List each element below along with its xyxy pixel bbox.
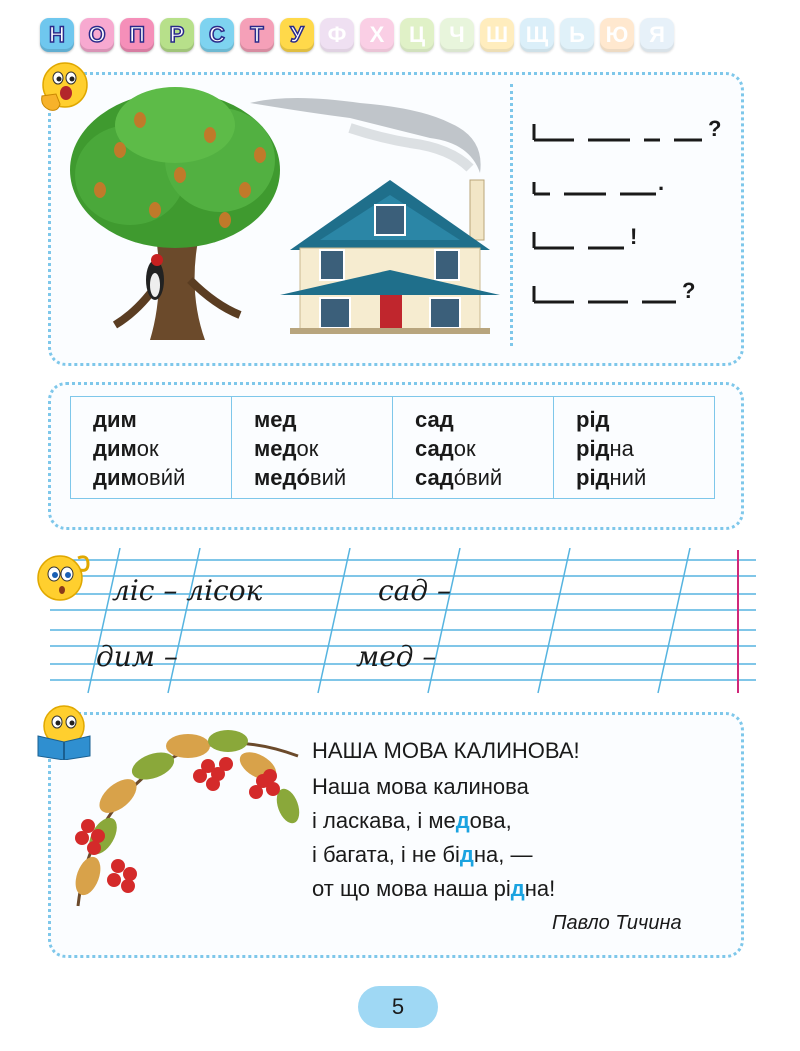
poem-line-4: от що мова наша рідна! [312,876,556,901]
alphabet-tile: Т [240,18,274,52]
handwriting-row2-left: дим – [96,640,178,673]
word-root: сад [415,407,454,432]
handwriting-lines [0,548,800,698]
alphabet-tile: П [120,18,154,52]
poem-line-1: Наша мова калинова [312,774,529,799]
alphabet-tile: Ф [320,18,354,52]
handwriting-row1-left: ліс – лісок [112,574,263,607]
alphabet-tile: Я [640,18,674,52]
word-entry [576,405,700,434]
sentence-scheme-4 [530,280,750,310]
handwriting-row1-right: сад – [378,574,452,607]
word-suffix: на [609,436,634,461]
panel-divider [510,84,513,346]
word-column [554,397,715,499]
scheme-4-mark: ? [682,278,696,303]
handwriting-row2-right: мед – [356,640,437,673]
alphabet-strip [40,18,674,52]
word-root: мед [254,407,297,432]
word-root: рід [576,465,610,490]
alphabet-tile: У [280,18,314,52]
word-suffix: ок [453,436,476,461]
word-entry [415,434,539,463]
alphabet-tile: Ш [480,18,514,52]
smoke-illustration [240,88,500,178]
house-illustration [280,170,500,340]
poem-author: Павло Тичина [552,912,682,934]
word-root: дим [93,407,137,432]
word-entry [93,463,217,492]
word-root: рід [576,407,610,432]
highlighted-letter: д [459,842,474,867]
thinking-emoji-icon [34,550,92,604]
alphabet-tile: Н [40,18,74,52]
alphabet-tile: Ю [600,18,634,52]
word-suffix: ний [609,465,647,490]
poem-line-2: і ласкава, і медова, [312,808,512,833]
scheme-1-mark: ? [708,116,722,141]
word-suffix: ок [136,436,159,461]
alphabet-tile: Х [360,18,394,52]
word-entry [254,434,378,463]
word-entry [93,434,217,463]
alphabet-tile: С [200,18,234,52]
poem-line-3: і багата, і не бідна, — [312,842,533,867]
word-root: дим [93,465,137,490]
scheme-3-mark: ! [630,224,638,249]
word-root: рід [576,436,610,461]
word-suffix: ови́й [136,465,186,490]
word-entry [576,463,700,492]
word-entry [93,405,217,434]
word-entry [254,405,378,434]
word-root: медо́ [254,465,310,490]
sentence-scheme-2 [530,172,750,202]
alphabet-tile: Р [160,18,194,52]
alphabet-tile: Щ [520,18,554,52]
word-column [393,397,554,499]
viburnum-berries-illustration [58,726,308,926]
woodpecker-icon [146,254,164,300]
word-suffix: ок [296,436,319,461]
word-entry [415,405,539,434]
word-suffix: о́вий [453,465,503,490]
alphabet-tile: Ь [560,18,594,52]
page-number: 5 [358,986,438,1028]
sentence-scheme-1 [530,118,750,148]
alphabet-tile: Ц [400,18,434,52]
highlighted-letter: д [510,876,525,901]
highlighted-letter: д [455,808,470,833]
word-column [232,397,393,499]
word-column [71,397,232,499]
word-root: мед [254,436,297,461]
word-root: сад [415,436,454,461]
word-root: сад [415,465,454,490]
word-entry [415,463,539,492]
alphabet-tile: О [80,18,114,52]
word-suffix: вий [309,465,347,490]
word-root: дим [93,436,137,461]
sentence-scheme-3 [530,226,750,256]
alphabet-tile: Ч [440,18,474,52]
word-entry [254,463,378,492]
scheme-2-mark: . [658,170,665,195]
poem-title: НАША МОВА КАЛИНОВА! [312,738,580,763]
word-family-table [70,396,715,499]
word-entry [576,434,700,463]
